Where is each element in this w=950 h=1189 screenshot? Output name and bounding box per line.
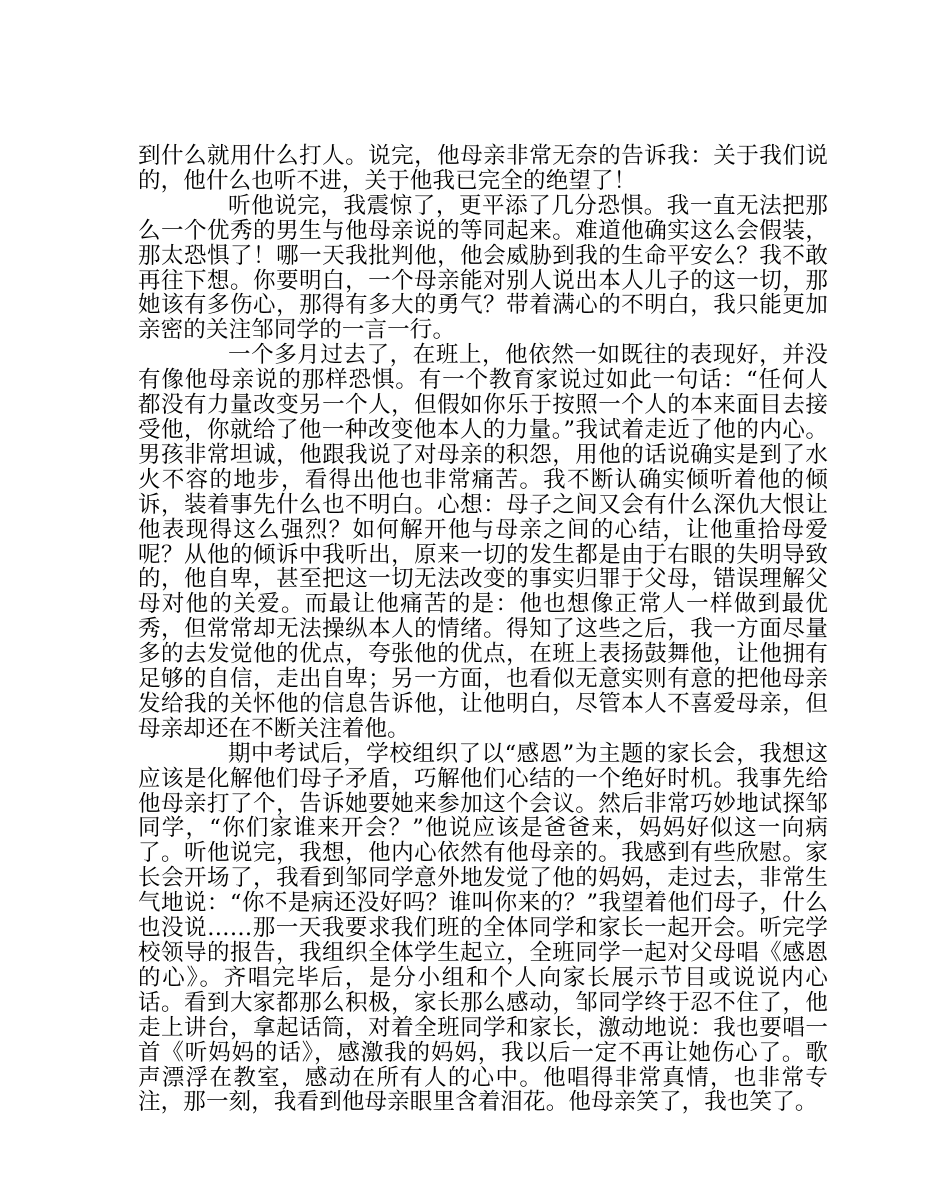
paragraph-3: 一个多月过去了，在班上，他依然一如既往的表现好，并没有像他母亲说的那样恐惧。有一个教育家说过如此一句话：“任何人都没有力量改变另一个人，但假如你乐于按照一个人的本来面目去接受他，你就给了他一种改变他本人的力量。”我试着走近了他的内心。男孩非常坦诚，他跟我说了对母亲的积怨，用他的话说确实是到了水火不容的地步，看得出他也非常痛苦。我不断认确实倾听着他的倾诉，装着事先什么也不明白。心想：母子之间又会有什么深仇大恨让他表现得这么强烈？如何解开他与母亲之间的心结，让他重拾母爱呢？从他的倾诉中我听出，原来一切的发生都是由于右眼的失明导致的，他自卑，甚至把这一切无法改变的事实归罪于父母，错误理解父母对他的关爱。而最让他痛苦的是：他也想像正常人一样做到最优秀，但常常却无法操纵本人的情绪。得知了这些之后，我一方面尽量多的去发觉他的优点，夸张他的优点，在班上表扬鼓舞他，让他拥有足够的自信，走出自卑；另一方面，也看似无意实则有意的把他母亲发给我的关怀他的信息告诉他，让他明白，尽管本人不喜爱母亲，但母亲却还在不断关注着他。	[138, 342, 828, 742]
paragraph-2: 听他说完，我震惊了，更平添了几分恐惧。我一直无法把那么一个优秀的男生与他母亲说的等同起来。难道他确实这么会假装，那太恐惧了！哪一天我批判他，他会威胁到我的生命平安么？我不敢再往下想。你要明白，一个母亲能对别人说出本人儿子的这一切，那她该有多伤心，那得有多大的勇气？带着满心的不明白，我只能更加亲密的关注邹同学的一言一行。	[138, 192, 828, 344]
document-body	[138, 144, 828, 1115]
paragraph-1: 到什么就用什么打人。说完，他母亲非常无奈的告诉我：关于我们说的，他什么也听不进，关于他我已完全的绝望了！	[138, 143, 828, 194]
paragraph-4: 期中考试后，学校组织了以“感恩”为主题的家长会，我想这应该是化解他们母子矛盾，巧解他们心结的一个绝好时机。我事先给他母亲打了个，告诉她要她来参加这个会议。然后非常巧妙地试探邹同学，“你们家谁来开会？”他说应该是爸爸来，妈妈好似这一向病了。听他说完，我想，他内心依然有他母亲的。我感到有些欣慰。家长会开场了，我看到邹同学意外地发觉了他的妈妈，走过去，非常生气地说：“你不是病还没好吗？谁叫你来的？”我望着他们母子，什么也没说……那一天我要求我们班的全体同学和家长一起开会。听完学校领导的报告，我组织全体学生起立，全班同学一起对父母唱《感恩的心》。齐唱完毕后，是分小组和个人向家长展示节目或说说内心话。看到大家都那么积极，家长那么感动，邹同学终于忍不住了，他走上讲台，拿起话筒，对着全班同学和家长，激动地说：我也要唱一首《听妈妈的话》，感激我的妈妈，我以后一定不再让她伤心了。歌声漂浮在教室，感动在所有人的心中。他唱得非常真情，也非常专注，那一刻，我看到他母亲眼里含着泪花。他母亲笑了，我也笑了。	[138, 740, 828, 1116]
